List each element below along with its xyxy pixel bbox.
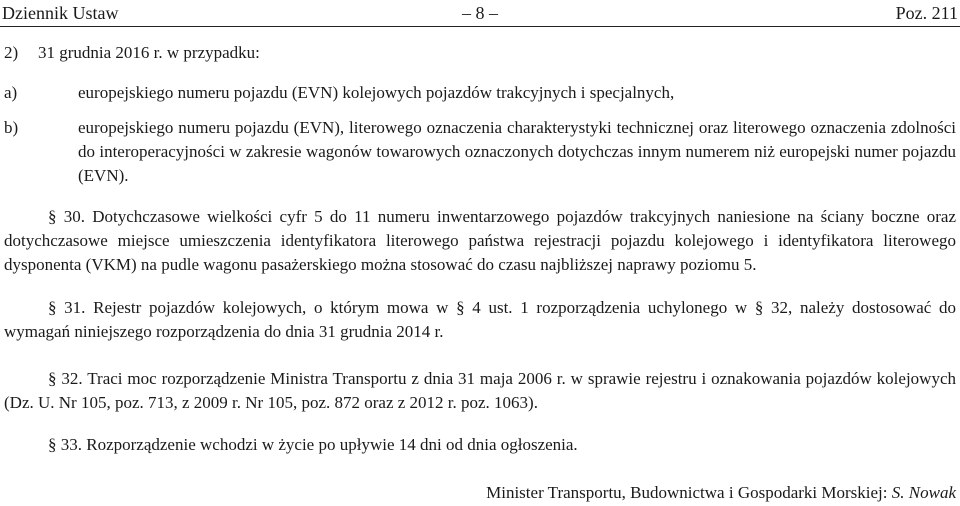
point-2-marker: 2) xyxy=(4,43,19,62)
paragraph-32: § 32. Traci moc rozporządzenie Ministra Transportu z dnia 31 maja 2006 r. w sprawie rejestru i oznakowania pojazdów kolejowych (Dz. U. Nr 105, poz. 713, z 2009 r. Nr 105, poz. 872 oraz z 2012 r. poz. 1063). xyxy=(4,369,956,412)
list-item-b-text: europejskiego numeru pojazdu (EVN), literowego oznaczenia charakterystyki technicznej oraz literowego oznaczenia zdolności do interoperacyjności w zakresie wagonów towarowych oznaczonych dotychczas innym numerem niż europejski numer pojazdu (EVN). xyxy=(78,118,956,185)
paragraph-33: § 33. Rozporządzenie wchodzi w życie po upływie 14 dni od dnia ogłoszenia. xyxy=(48,435,578,454)
signature xyxy=(486,481,956,505)
paragraph-31: § 31. Rejestr pojazdów kolejowych, o którym mowa w § 4 ust. 1 rozporządzenia uchylonego w § 32, należy dostosować do wymagań niniejszego rozporządzenia do dnia 31 grudnia 2014 r. xyxy=(4,298,956,341)
list-item-a-marker: a) xyxy=(4,83,18,102)
point-2 xyxy=(4,41,956,65)
list-item-a-text: europejskiego numeru pojazdu (EVN) kolejowych pojazdów trakcyjnych i specjalnych, xyxy=(78,83,675,102)
list-item-b-marker: b) xyxy=(4,118,19,137)
list-item-a xyxy=(4,81,956,105)
list-item-b xyxy=(4,116,956,188)
point-2-text: 31 grudnia 2016 r. w przypadku: xyxy=(38,43,260,62)
position-number: Poz. 211 xyxy=(895,3,958,23)
signature-title: Minister Transportu, Budownictwa i Gospodarki Morskiej: xyxy=(486,483,888,502)
signature-name: S. Nowak xyxy=(891,483,956,502)
page-number: – 8 – xyxy=(462,3,498,23)
page-header xyxy=(0,0,960,27)
paragraph-30: § 30. Dotychczasowe wielkości cyfr 5 do 11 numeru inwentarzowego pojazdów trakcyjnych naniesione na ściany boczne oraz dotychczasowe miejsce umieszczenia identyfikatora literowego państwa rejestracji pojazdu kolejowego i identyfikatora literowego dysponenta (VKM) na pudle wagonu pasażerskiego można stosować do czasu najbliższej naprawy poziomu 5. xyxy=(4,207,956,274)
journal-title: Dziennik Ustaw xyxy=(2,3,119,23)
